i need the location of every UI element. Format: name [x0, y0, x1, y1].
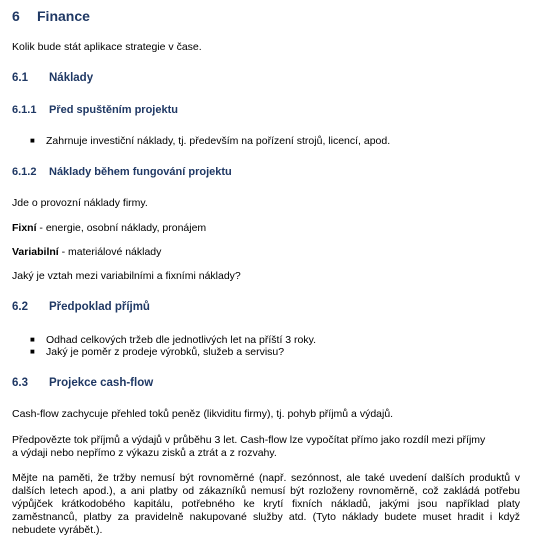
- heading-title: Náklady: [49, 72, 94, 84]
- heading-title: Finance: [37, 8, 90, 24]
- vztah-paragraph: Jaký je vztah mezi variabilními a fixními náklady?: [12, 270, 241, 282]
- cash-flow-paragraph-2-line-1: Předpovězte tok příjmů a výdajů v průběhu 3 let. Cash-flow lze vypočítat přímo jako rozdíl mezi příjmy: [12, 434, 486, 446]
- heading-number: 6: [12, 8, 20, 24]
- bullet-icon: ■: [30, 335, 35, 344]
- bullet-icon: ■: [30, 136, 35, 145]
- variabilni-text: - materiálové náklady: [58, 246, 162, 258]
- bullet-icon: ■: [30, 347, 35, 356]
- bullet-text: Zahrnuje investiční náklady, tj. především na pořízení strojů, licencí, apod.: [46, 135, 391, 147]
- heading-finance: [12, 8, 90, 24]
- heading-title: Projekce cash-flow: [49, 377, 154, 389]
- provoz-paragraph: Jde o provozní náklady firmy.: [12, 197, 148, 209]
- heading-number: 6.2: [12, 301, 28, 313]
- heading-number: 6.1.2: [12, 166, 37, 178]
- bullet-item: [30, 135, 390, 147]
- cash-flow-paragraph-1: Cash-flow zachycuje přehled toků peněz (likviditu firmy), tj. pohyb příjmů a výdajů.: [12, 408, 394, 420]
- heading-number: 6.3: [12, 377, 28, 389]
- bullet-item: [30, 334, 316, 346]
- heading-number: 6.1: [12, 72, 28, 84]
- heading-pred-spustenim: [12, 104, 178, 116]
- heading-title: Náklady během fungování projektu: [49, 166, 232, 178]
- heading-title: Předpoklad příjmů: [49, 301, 150, 313]
- cash-flow-paragraph-3: Mějte na paměti, že tržby nemusí být rovnoměrné (např. sezónnost, ale také uvedení dalších produktů v dalších letech apod.), a ani platby od zákazníků nemusí být rozloženy rovnoměrně, což zakládá potřebu výpůjček krátkodobého kapitálu, potřebného ke krytí fixních nákladů, jakými jsou například platy zaměstnanců, platby za pravidelně nakupované služby atd. (Tyto náklady budete muset hradit i když nebudete vyrábět.).: [12, 472, 520, 536]
- heading-title: Před spuštěním projektu: [49, 104, 178, 116]
- heading-predpoklad-prijmu: [12, 301, 150, 313]
- intro-paragraph: Kolik bude stát aplikace strategie v čase.: [12, 41, 202, 53]
- fixni-term: Fixní: [12, 222, 37, 234]
- heading-number: 6.1.1: [12, 104, 37, 116]
- bullet-text: Jaký je poměr z prodeje výrobků, služeb a servisu?: [46, 346, 285, 358]
- cash-flow-paragraph-2-line-2: a výdaji nebo nepřímo z výkazu zisků a ztrát a z rozvahy.: [12, 447, 277, 459]
- variabilni-term: Variabilní: [12, 246, 59, 258]
- variabilni-paragraph: [12, 246, 161, 259]
- bullet-item: [30, 346, 284, 358]
- heading-naklady: [12, 72, 93, 84]
- heading-projekce-cash-flow: [12, 377, 153, 389]
- fixni-text: - energie, osobní náklady, pronájem: [36, 222, 207, 234]
- heading-behem-fungovani: [12, 166, 232, 178]
- bullet-text: Odhad celkových tržeb dle jednotlivých let na příští 3 roky.: [46, 334, 317, 346]
- fixni-paragraph: [12, 222, 206, 235]
